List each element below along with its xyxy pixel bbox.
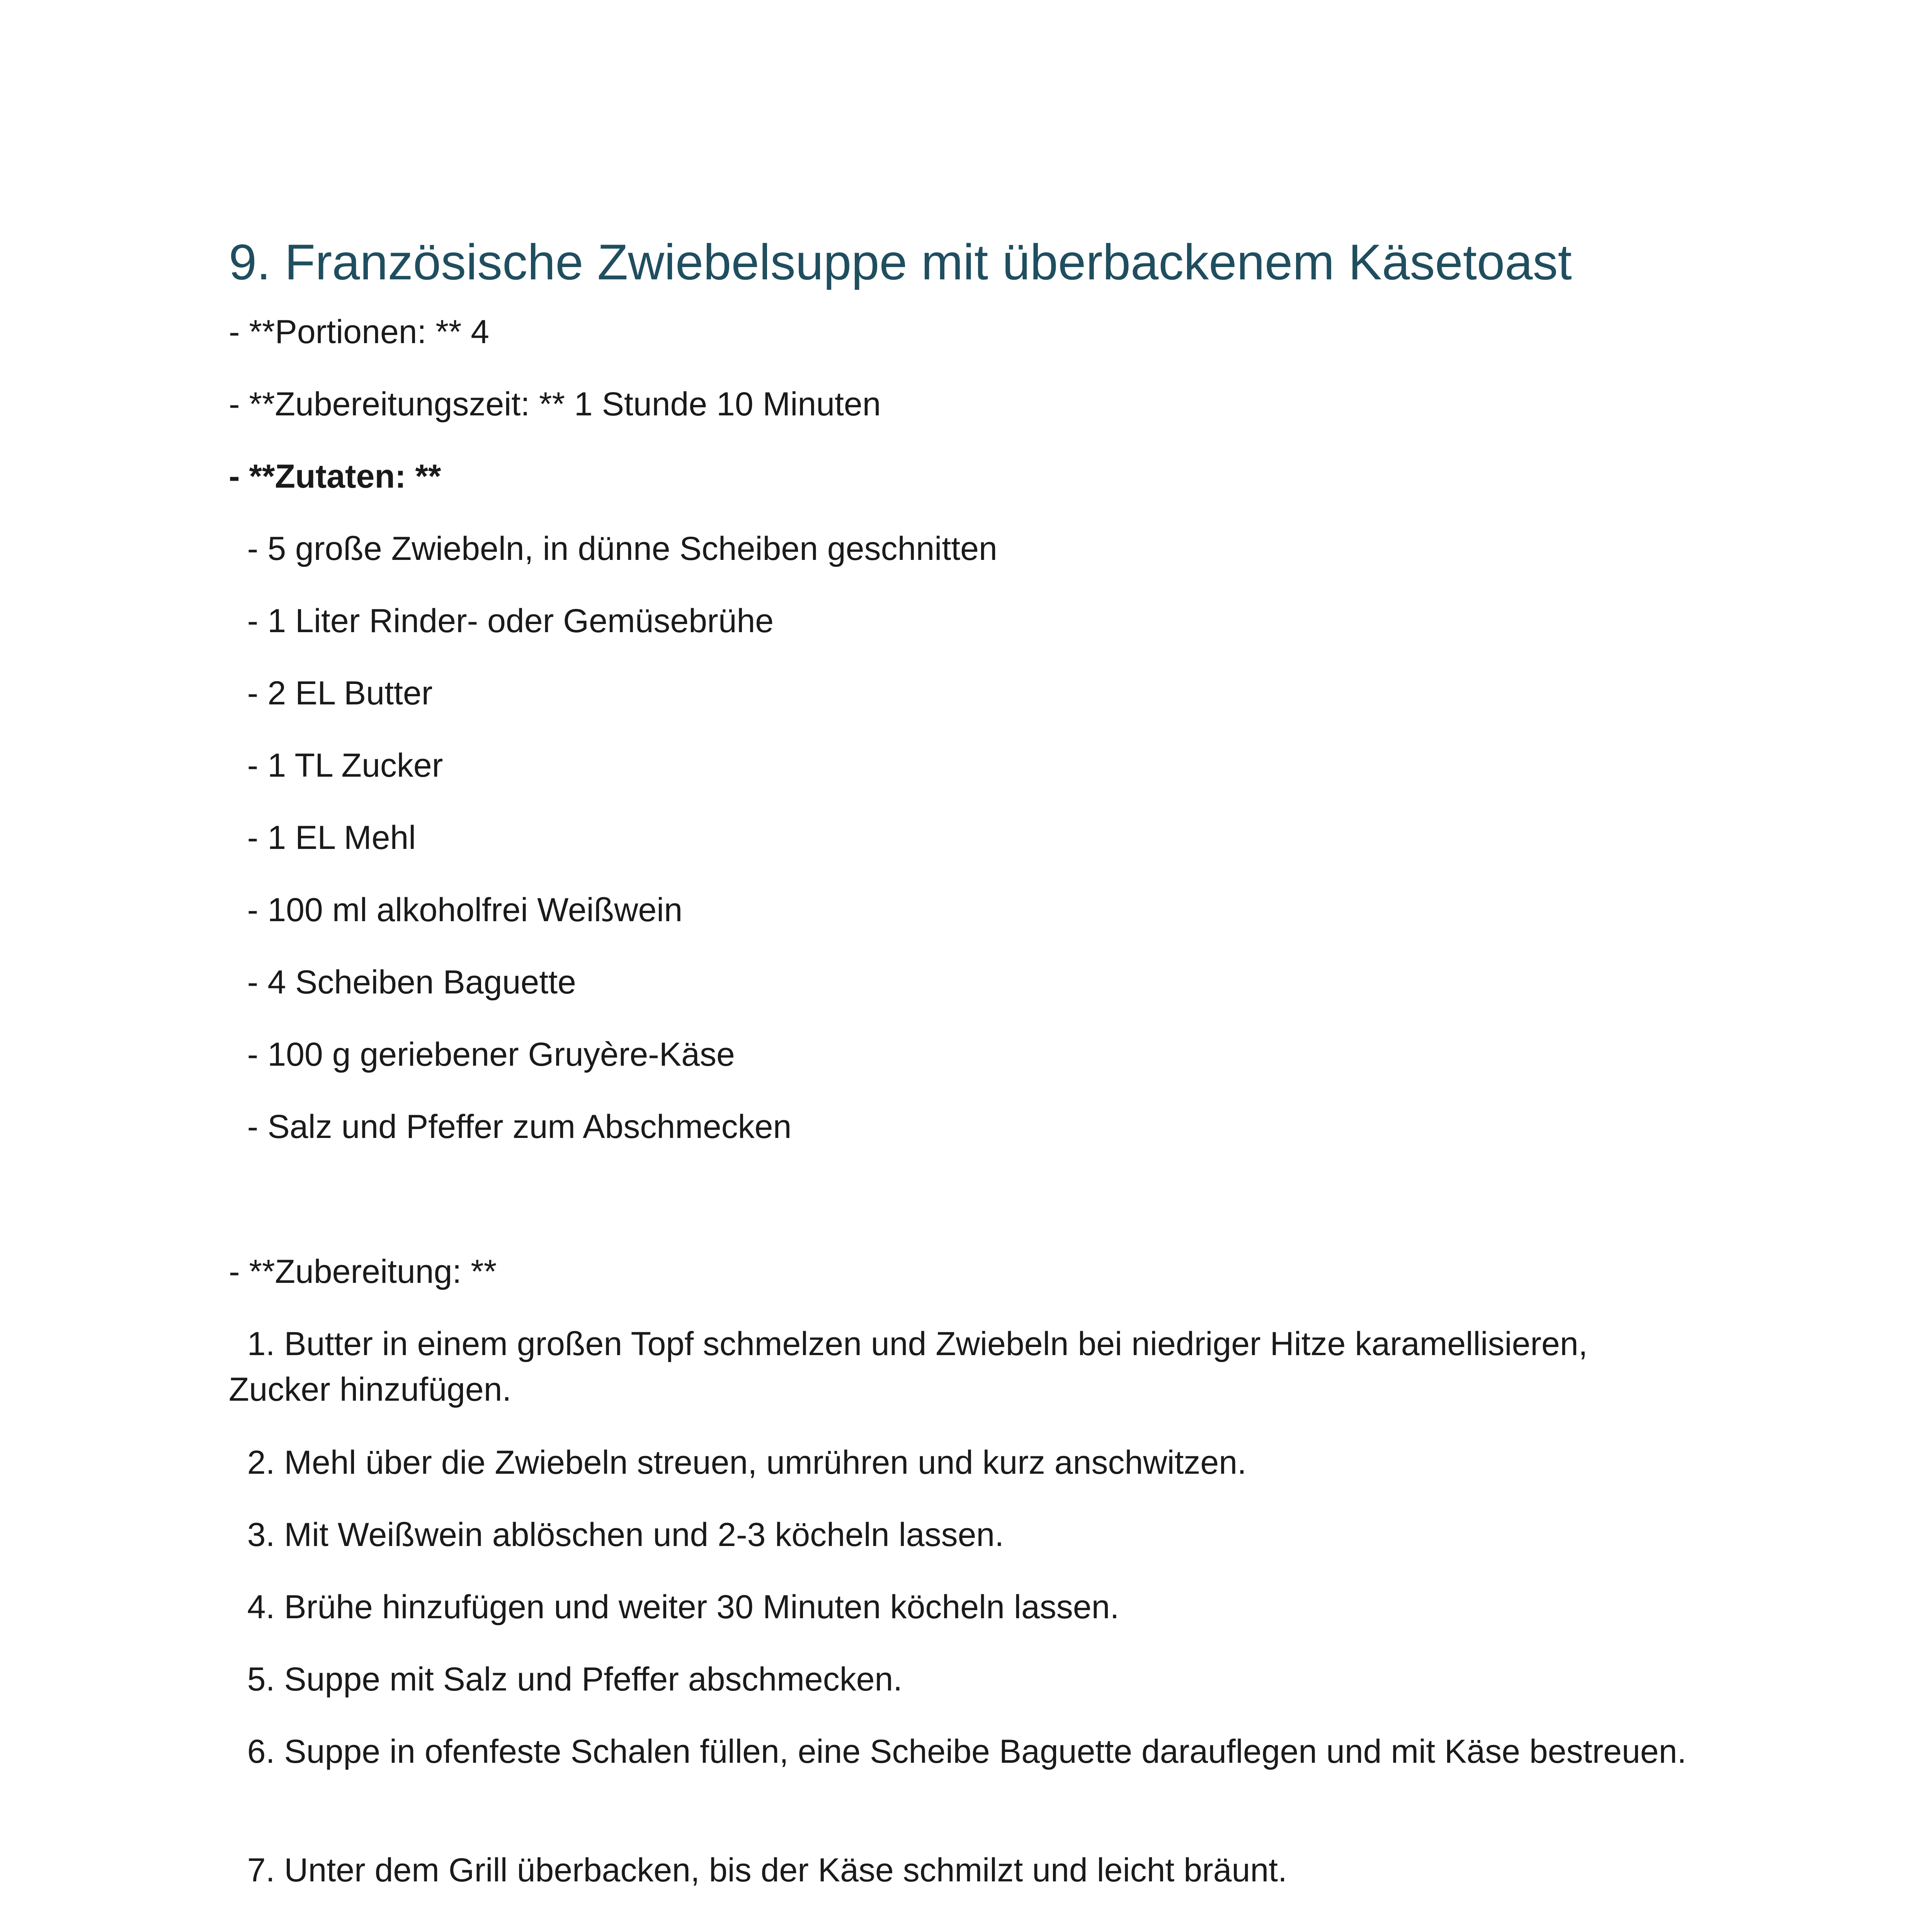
preparation-step: 4. Brühe hinzufügen und weiter 30 Minuten köcheln lassen. xyxy=(229,1588,1119,1626)
ingredients-heading: - **Zutaten: ** xyxy=(229,458,441,495)
preparation-step: 1. Butter in einem großen Topf schmelzen und Zwiebeln bei niedriger Hitze karamellisieren, Zucker hinzufügen. xyxy=(229,1325,1597,1408)
preparation-step: 7. Unter dem Grill überbacken, bis der Käse schmilzt und leicht bräunt. xyxy=(229,1852,1287,1889)
ingredient-item: - Salz und Pfeffer zum Abschmecken xyxy=(229,1108,792,1145)
ingredient-item: - 4 Scheiben Baguette xyxy=(229,964,576,1001)
ingredient-item: - 100 g geriebener Gruyère-Käse xyxy=(229,1036,735,1073)
preparation-step: 2. Mehl über die Zwiebeln streuen, umrühren und kurz anschwitzen. xyxy=(229,1444,1247,1481)
ingredient-item: - 100 ml alkoholfrei Weißwein xyxy=(229,891,683,929)
ingredient-item: - 2 EL Butter xyxy=(229,675,433,712)
preparation-step: 3. Mit Weißwein ablöschen und 2-3 köcheln lassen. xyxy=(229,1516,1004,1553)
ingredient-item: - 5 große Zwiebeln, in dünne Scheiben geschnitten xyxy=(229,530,997,567)
preparation-heading: - **Zubereitung: ** xyxy=(229,1253,497,1290)
recipe-title: 9. Französische Zwiebelsuppe mit überbackenem Käsetoast xyxy=(229,234,1572,290)
ingredient-item: - 1 TL Zucker xyxy=(229,747,443,784)
preparation-step: 6. Suppe in ofenfeste Schalen füllen, eine Scheibe Baguette darauflegen und mit Käse bestreuen. xyxy=(229,1733,1687,1770)
prep-time-line: - **Zubereitungszeit: ** 1 Stunde 10 Minuten xyxy=(229,386,881,423)
ingredient-item: - 1 Liter Rinder- oder Gemüsebrühe xyxy=(229,602,774,639)
ingredient-item: - 1 EL Mehl xyxy=(229,819,416,856)
portions-line: - **Portionen: ** 4 xyxy=(229,313,490,350)
preparation-step: 5. Suppe mit Salz und Pfeffer abschmecken. xyxy=(229,1661,903,1698)
